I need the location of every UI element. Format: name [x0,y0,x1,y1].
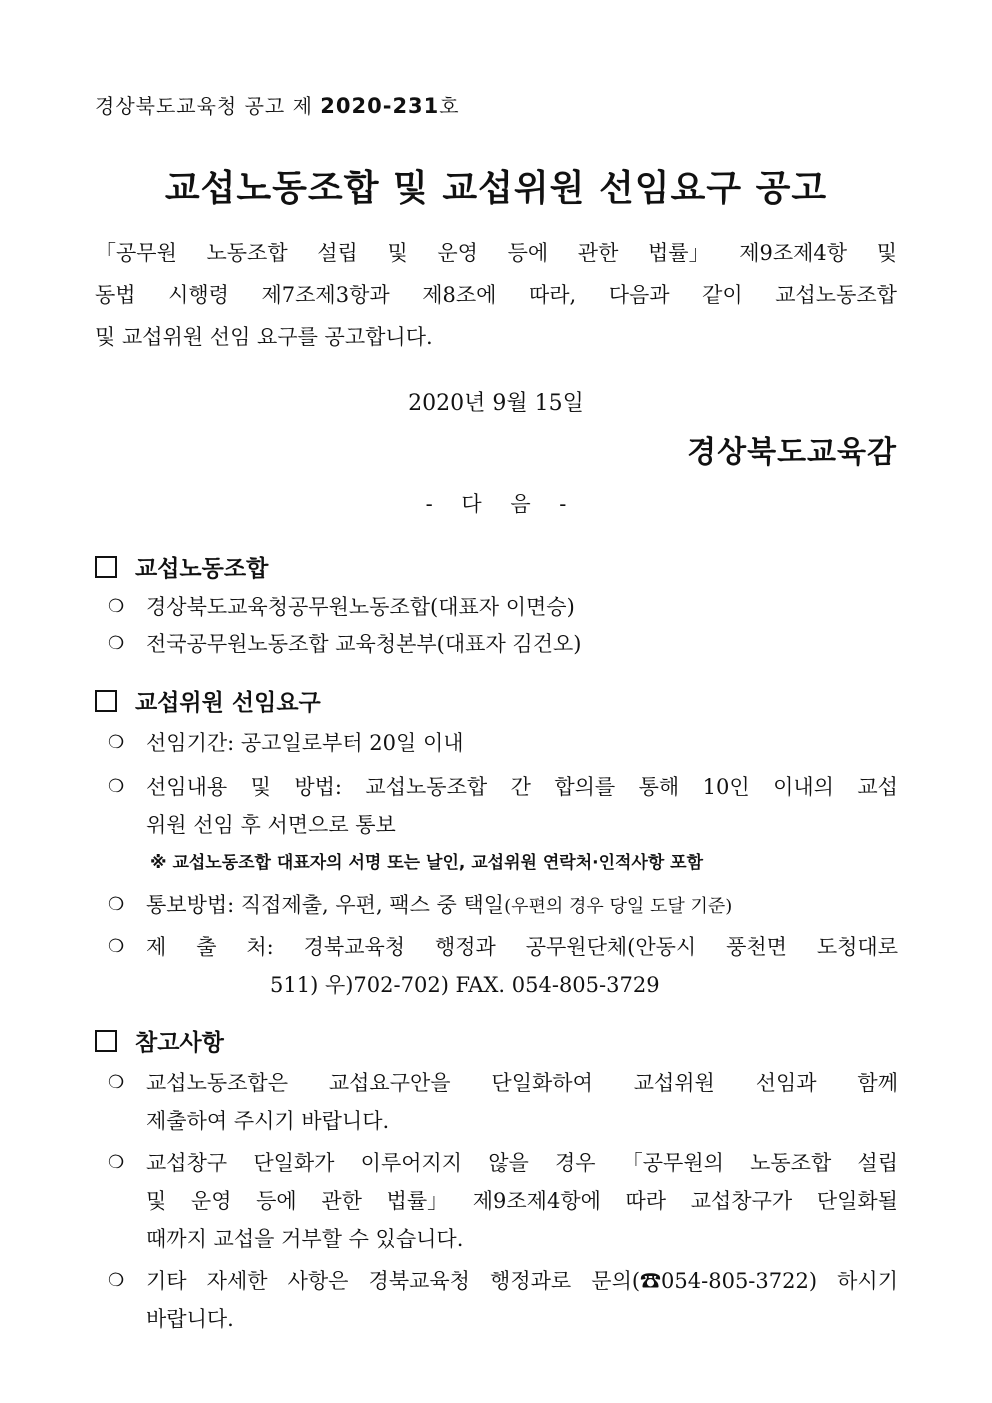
reference-item-1 [108,1064,898,1140]
word: 방법: [294,775,342,799]
word: 설립 [857,1151,898,1175]
word: 교섭요구안을 [328,1071,451,1095]
reference-item-2 [108,1144,898,1258]
word: 및 [250,775,271,799]
word: 교섭노동조합 [365,775,488,799]
dame-heading: - 다 음 - [425,492,567,516]
bullet-icon: ❍ [108,1152,125,1173]
word: 단일화가 [253,1151,335,1175]
intro-line-3: 및 교섭위원 선임 요구를 공고합니다. [95,325,433,349]
word: 합의를 [554,775,616,799]
word: 교섭노동조합은 [146,1071,289,1095]
page-title: 교섭노동조합 및 교섭위원 선임요구 공고 [164,168,828,209]
word: 「공무원의 [621,1151,724,1175]
word: 관한 [321,1189,362,1213]
checkbox-square-icon [95,1030,117,1052]
item-line [146,768,898,806]
word: 제9조제4항 [739,241,848,265]
word: 선임내용 [146,775,228,799]
word: 제7조제3항과 [261,283,390,307]
word: 경우 [555,1151,596,1175]
word: 「공무원 [95,241,177,265]
word: 등에 [507,241,549,265]
word: 출 [196,935,217,959]
request-note: ※ 교섭노동조합 대표자의 서명 또는 날인, 교섭위원 연락처·인적사항 포함 [150,853,704,873]
word: 및 [387,241,408,265]
word: 교섭 [857,775,898,799]
notice-number: 2020-231 [320,94,440,118]
union-item-2 [108,625,898,663]
word: 하시기 [837,1269,898,1293]
bullet-icon: ❍ [108,1270,125,1291]
request-submit [108,928,898,1004]
item-line [146,928,898,966]
word: 및 [876,241,897,265]
checkbox-square-icon [95,690,117,712]
word: 경북교육청 [303,935,406,959]
bullet-icon: ❍ [108,936,125,957]
word: 다음과 [608,283,670,307]
word: 함께 [857,1071,898,1095]
word: 운영 [190,1189,232,1213]
word: 동법 [95,283,136,307]
item-line: 바랍니다. [146,1307,234,1331]
item-text [146,768,898,844]
union-item-1 [108,588,898,626]
word: 교섭창구 [146,1151,228,1175]
word: 단일화하여 [491,1071,593,1095]
word: 풍천면 [726,935,787,959]
item-line [146,1064,898,1102]
word: 시행령 [168,283,229,307]
item-line [146,1144,898,1182]
item-line [146,1262,898,1300]
request-method [108,886,898,926]
request-content [108,768,898,844]
word: 노동조합 [206,241,288,265]
method-sub: (우편의 경우 당일 도달 기준) [504,896,733,917]
reference-item-3 [108,1262,898,1338]
notice-date: 2020년 9월 15일 [408,391,584,416]
notice-label: 경상북도교육청 공고 제 [95,94,313,118]
word: 10인 [702,775,750,799]
word: 관한 [577,241,619,265]
word: 통해 [638,775,680,799]
item-text [146,1064,898,1140]
word: 단일화될 [816,1189,898,1213]
word: 같이 [702,283,743,307]
item-line: 때까지 교섭을 거부할 수 있습니다. [146,1227,464,1251]
section-request-heading [95,684,321,717]
word: 행정과 [434,935,496,959]
word: 법률」 [386,1189,449,1213]
word: 경북교육청 [368,1269,470,1293]
word: 교섭노동조합 [775,283,897,307]
section-reference-heading [95,1024,224,1057]
item-text [146,928,898,1004]
word: 교섭창구가 [690,1189,793,1213]
word: 및 [146,1189,167,1213]
word: 등에 [256,1189,297,1213]
word: 행정과로 [490,1269,572,1293]
item-line: 제출하여 주시기 바랍니다. [146,1109,390,1133]
word: 않을 [488,1151,529,1175]
word: 처: [246,935,274,959]
word: 운영 [437,241,478,265]
intro-paragraph [95,232,897,358]
word: 설립 [317,241,358,265]
word: 기타 [146,1269,187,1293]
notice-number-line [95,90,460,119]
word: 노동조합 [750,1151,832,1175]
word: 이내의 [773,775,834,799]
item-text: 전국공무원노동조합 교육청본부(대표자 김건오) [146,632,582,656]
word: 교섭위원 [633,1071,715,1095]
checkbox-square-icon [95,556,117,578]
item-text [146,1144,898,1258]
bullet-icon: ❍ [108,732,125,753]
section-unions-heading [95,550,268,583]
bullet-icon: ❍ [108,633,125,654]
item-text: 선임기간: 공고일로부터 20일 이내 [146,731,464,755]
item-line: 511) 우)702-702) FAX. 054-805-3729 [270,973,660,997]
item-text: 경상북도교육청공무원노동조합(대표자 이면승) [146,595,575,619]
word: 따라, [528,283,577,307]
bullet-icon: ❍ [108,776,125,797]
item-line [146,1182,898,1220]
word: 사항은 [287,1269,349,1293]
item-line: 위원 선임 후 서면으로 통보 [146,813,396,837]
section-title: 교섭위원 선임요구 [135,690,321,716]
method-main: 통보방법: 직접제출, 우편, 팩스 중 택일 [146,893,505,917]
bullet-icon: ❍ [108,596,125,617]
word: 제8조에 [422,283,497,307]
notice-suffix: 호 [439,94,460,118]
item-text [146,886,898,926]
word: 공무원단체(안동시 [525,935,697,959]
word: 이루어지지 [360,1151,463,1175]
bullet-icon: ❍ [108,1072,125,1093]
word: 법률」 [648,241,710,265]
word: 제 [146,935,167,959]
issuer: 경상북도교육감 [687,435,897,470]
word: 따라 [625,1189,667,1213]
word: 문의(☎054-805-3722) [591,1269,818,1293]
request-period [108,724,898,762]
section-title: 참고사항 [135,1030,224,1056]
word: 자세한 [206,1269,268,1293]
word: 도청대로 [816,935,898,959]
word: 제9조제4항에 [472,1189,601,1213]
intro-line-1 [95,232,897,274]
word: 간 [510,775,531,799]
word: 선임과 [755,1071,817,1095]
item-text [146,1262,898,1338]
intro-line-2 [95,274,897,316]
bullet-icon: ❍ [108,894,125,915]
section-title: 교섭노동조합 [135,556,269,582]
